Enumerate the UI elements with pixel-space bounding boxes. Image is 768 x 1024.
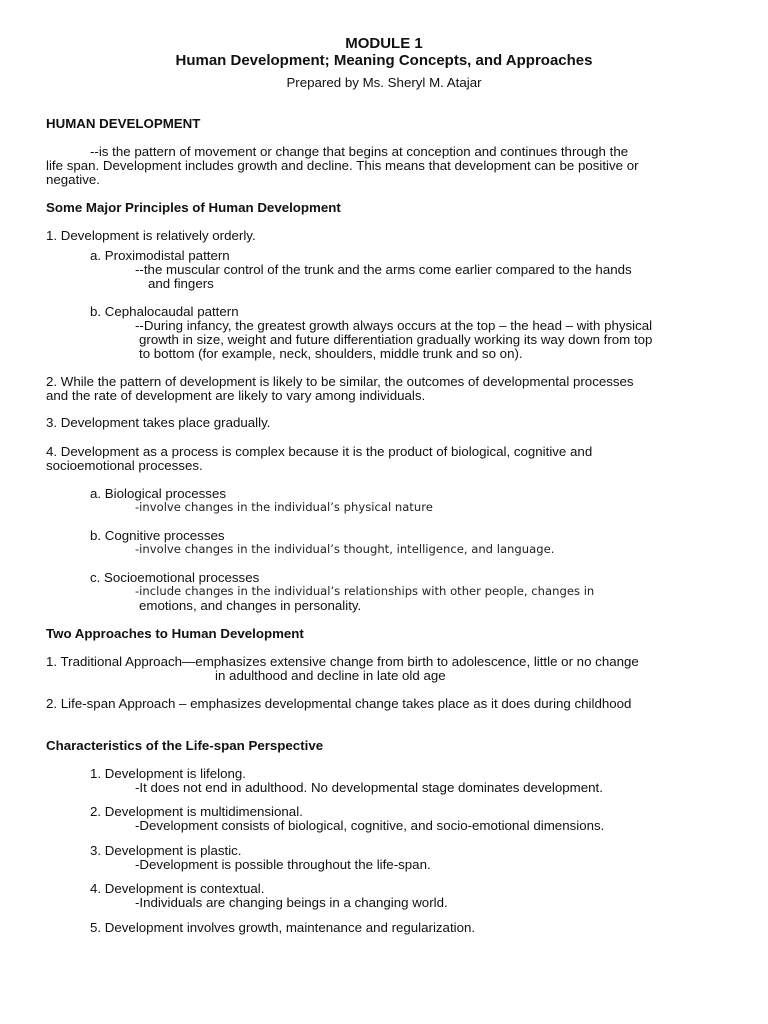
section-heading-approaches: Two Approaches to Human Development xyxy=(46,626,304,641)
characteristic-title: 5. Development involves growth, maintenance and regularization. xyxy=(90,920,476,935)
prepared-by: Prepared by Ms. Sheryl M. Atajar xyxy=(286,75,482,90)
subprinciple-desc: --the muscular control of the trunk and the arms come earlier compared to the hands xyxy=(135,262,632,277)
module-label: MODULE 1 xyxy=(345,35,423,52)
subprinciple-desc: -involve changes in the individual’s thought, intelligence, and language. xyxy=(135,542,555,556)
subprinciple-desc: and fingers xyxy=(148,276,214,291)
characteristic-title: 2. Development is multidimensional. xyxy=(90,804,303,819)
subprinciple-title: b. Cognitive processes xyxy=(90,528,225,543)
approach-item: 2. Life-span Approach – emphasizes developmental change takes place as it does during childhood xyxy=(46,696,632,711)
principle-item: and the rate of development are likely to vary among individuals. xyxy=(46,388,426,403)
subprinciple-title: a. Proximodistal pattern xyxy=(90,248,230,263)
subprinciple-desc: to bottom (for example, neck, shoulders, middle trunk and so on). xyxy=(139,346,523,361)
subprinciple-title: c. Socioemotional processes xyxy=(90,570,260,585)
subprinciple-desc: --During infancy, the greatest growth always occurs at the top – the head – with physical xyxy=(135,318,653,333)
subprinciple-desc: emotions, and changes in personality. xyxy=(139,598,362,613)
subprinciple-desc: -involve changes in the individual’s physical nature xyxy=(135,500,433,514)
principle-item: 4. Development as a process is complex because it is the product of biological, cognitive and xyxy=(46,444,593,459)
principle-item: 2. While the pattern of development is likely to be similar, the outcomes of developmental processes xyxy=(46,374,634,389)
approach-item: 1. Traditional Approach—emphasizes extensive change from birth to adolescence, little or no change xyxy=(46,654,639,669)
principle-item: 1. Development is relatively orderly. xyxy=(46,228,256,243)
definition-line: life span. Development includes growth and decline. This means that development can be positive or xyxy=(46,158,639,173)
characteristic-desc: -Development is possible throughout the life-span. xyxy=(135,857,431,872)
section-heading-human-development: HUMAN DEVELOPMENT xyxy=(46,116,201,131)
characteristic-desc: -Development consists of biological, cognitive, and socio-emotional dimensions. xyxy=(135,818,605,833)
principle-item: socioemotional processes. xyxy=(46,458,203,473)
subprinciple-title: a. Biological processes xyxy=(90,486,226,501)
section-heading-principles: Some Major Principles of Human Development xyxy=(46,200,341,215)
definition-line: negative. xyxy=(46,172,100,187)
characteristic-desc: -It does not end in adulthood. No developmental stage dominates development. xyxy=(135,780,603,795)
section-heading-characteristics: Characteristics of the Life-span Perspective xyxy=(46,738,324,753)
principle-item: 3. Development takes place gradually. xyxy=(46,415,271,430)
document-title: Human Development; Meaning Concepts, and Approaches xyxy=(175,52,593,69)
characteristic-title: 4. Development is contextual. xyxy=(90,881,265,896)
subprinciple-desc: growth in size, weight and future differentiation gradually working its way down from top xyxy=(139,332,653,347)
characteristic-title: 3. Development is plastic. xyxy=(90,843,242,858)
subprinciple-title: b. Cephalocaudal pattern xyxy=(90,304,239,319)
subprinciple-desc: -include changes in the individual’s relationships with other people, changes in xyxy=(135,584,595,598)
characteristic-desc: -Individuals are changing beings in a changing world. xyxy=(135,895,448,910)
characteristic-title: 1. Development is lifelong. xyxy=(90,766,246,781)
approach-item: in adulthood and decline in late old age xyxy=(215,668,446,683)
definition-line: --is the pattern of movement or change that begins at conception and continues through the xyxy=(90,144,629,159)
